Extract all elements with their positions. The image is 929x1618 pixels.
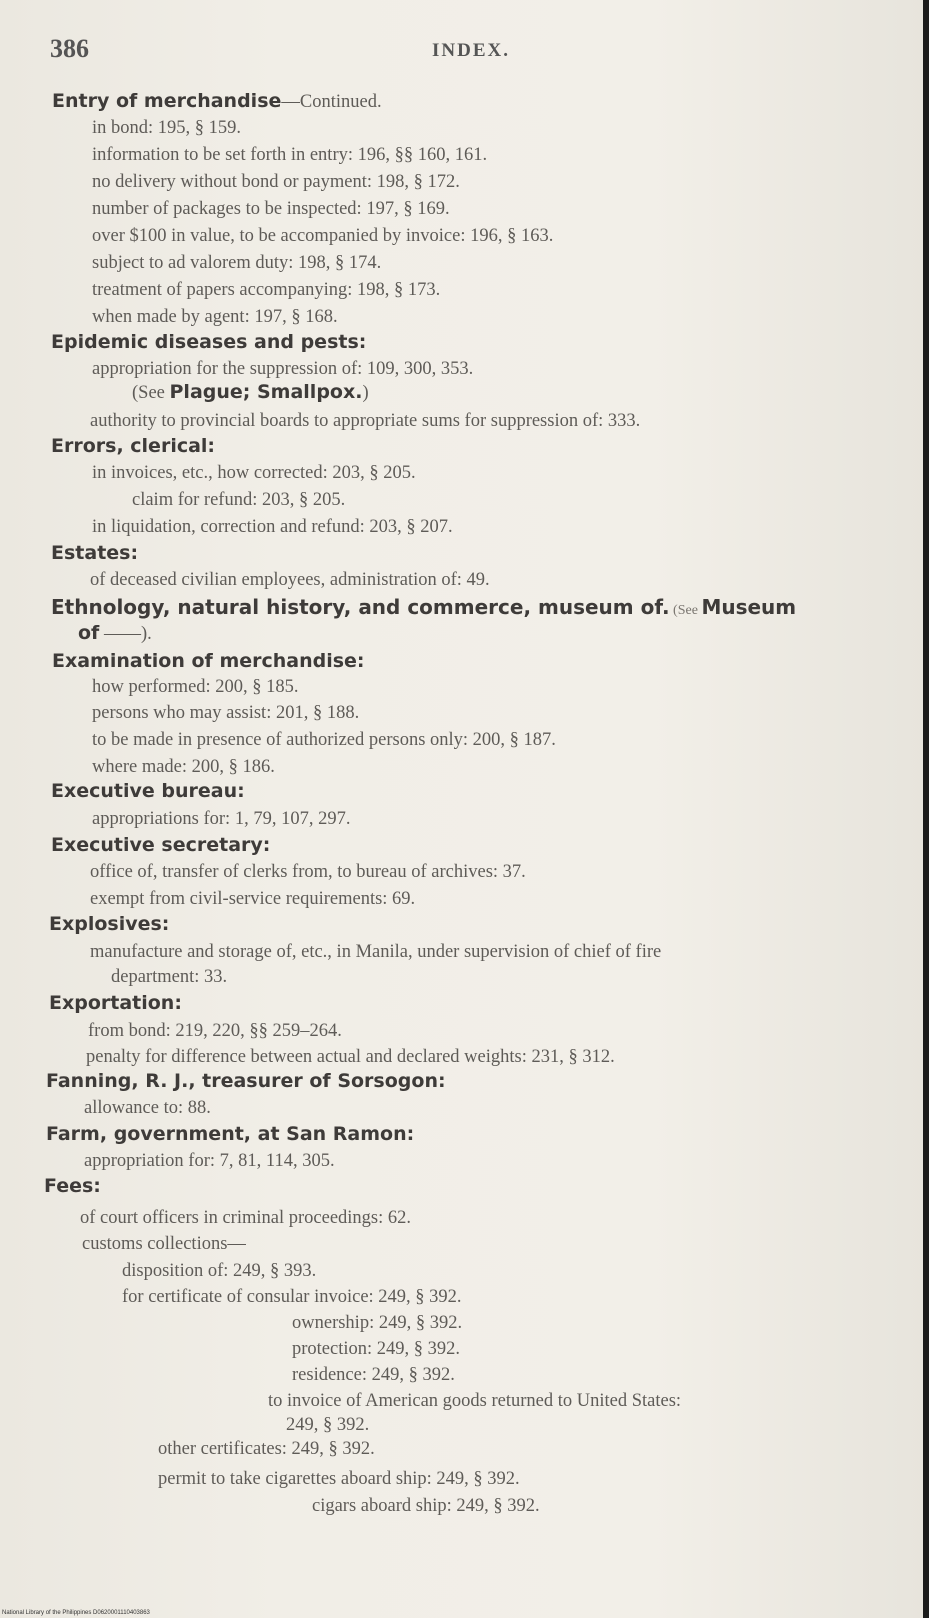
index-entry-text: in liquidation, correction and refund: 203, § 207. [92, 517, 453, 537]
index-line [158, 1438, 375, 1460]
index-line [51, 596, 796, 622]
index-entry-text: when made by agent: 197, § 168. [92, 307, 338, 327]
index-entry-text: 249, § 392. [286, 1415, 370, 1435]
index-heading-text: Museum [701, 595, 797, 619]
index-line [122, 1286, 462, 1308]
index-line [286, 1414, 369, 1436]
index-heading-text: Fanning, R. J., treasurer of Sorsogon: [46, 1070, 446, 1092]
index-entry-text: for certificate of consular invoice: 249, § 392. [122, 1287, 462, 1307]
index-line [86, 1046, 615, 1068]
index-line [92, 729, 556, 751]
index-entry-text: residence: 249, § 392. [292, 1365, 455, 1385]
index-line [90, 861, 526, 883]
index-line [92, 279, 440, 301]
index-heading-text: of [78, 622, 100, 644]
index-entry-text: appropriations for: 1, 79, 107, 297. [92, 809, 351, 829]
index-line [90, 941, 661, 963]
index-entry-text: (See [669, 603, 702, 618]
index-heading-text: Executive bureau: [51, 780, 245, 802]
index-line [122, 1260, 316, 1282]
index-entry-text: manufacture and storage of, etc., in Manila, under supervision of chief of fire [90, 942, 662, 962]
index-line [92, 198, 450, 220]
index-entry-text: department: 33. [111, 967, 228, 987]
index-line [52, 650, 365, 673]
index-entry-text: appropriation for: 7, 81, 114, 305. [84, 1151, 335, 1171]
index-entry-text: —Continued. [281, 92, 382, 112]
index-line [312, 1495, 540, 1517]
page-number: 386 [50, 34, 89, 63]
index-line [88, 1020, 342, 1042]
index-entry-text: office of, transfer of clerks from, to bureau of archives: 37. [90, 862, 526, 882]
index-heading-text: Epidemic diseases and pests: [51, 331, 367, 353]
index-entry-text: in invoices, etc., how corrected: 203, § 205. [92, 463, 416, 483]
index-heading-text: Farm, government, at San Ramon: [46, 1123, 415, 1145]
index-heading-text: Explosives: [49, 913, 170, 935]
index-heading-text: Examination of merchandise: [52, 650, 365, 672]
index-entry-text: allowance to: 88. [84, 1098, 211, 1118]
index-entry-text: ——). [99, 624, 152, 644]
index-line [292, 1312, 462, 1334]
index-line [92, 756, 275, 778]
index-line [90, 888, 415, 910]
index-entry-text: number of packages to be inspected: 197, § 169. [92, 199, 450, 219]
index-line [82, 1233, 246, 1255]
index-line [92, 462, 416, 484]
index-line [92, 252, 381, 274]
index-entry-text: protection: 249, § 392. [292, 1339, 461, 1359]
index-line [132, 381, 369, 404]
index-line [92, 171, 460, 193]
index-entry-text: to be made in presence of authorized persons only: 200, § 187. [92, 730, 556, 750]
index-line [84, 1097, 211, 1119]
index-line [132, 489, 345, 511]
index-entry-text: other certificates: 249, § 392. [158, 1439, 375, 1459]
index-line [78, 622, 152, 645]
index-entry-text: treatment of papers accompanying: 198, § 173. [92, 280, 441, 300]
index-heading-text: Errors, clerical: [51, 435, 216, 457]
index-line [92, 306, 338, 328]
index-line [51, 780, 245, 803]
index-entry-text: penalty for difference between actual and declared weights: 231, § 312. [86, 1047, 615, 1067]
index-entry-text: from bond: 219, 220, §§ 259–264. [88, 1021, 342, 1041]
index-heading-text: Fees: [44, 1175, 101, 1197]
index-line [46, 1070, 446, 1093]
index-line [158, 1468, 520, 1490]
index-entry-text: of court officers in criminal proceedings: 62. [80, 1208, 412, 1228]
page-edge-shadow [923, 0, 929, 1618]
index-entry-text: no delivery without bond or payment: 198, § 172. [92, 172, 460, 192]
index-line [51, 435, 215, 458]
index-entry-text: how performed: 200, § 185. [92, 677, 299, 697]
index-entry-text: customs collections— [82, 1234, 246, 1254]
index-line [92, 225, 553, 247]
index-line [268, 1390, 681, 1412]
index-entry-text: information to be set forth in entry: 196, §§ 160, 161. [92, 145, 488, 165]
index-heading-text: Executive secretary: [51, 834, 271, 856]
index-entry-text: claim for refund: 203, § 205. [132, 490, 346, 510]
index-line [90, 410, 640, 432]
index-line [80, 1207, 411, 1229]
index-entry-text: persons who may assist: 201, § 188. [92, 703, 360, 723]
index-line [46, 1123, 414, 1146]
index-line [52, 90, 382, 113]
index-entry-text: appropriation for the suppression of: 109, 300, 353. [92, 359, 474, 379]
scan-footer: National Library of the Philippines D0620001110403863 [2, 1610, 150, 1616]
index-entry-text: in bond: 195, § 159. [92, 118, 242, 138]
index-entry-text: where made: 200, § 186. [92, 757, 275, 777]
index-entry-text: over $100 in value, to be accompanied by invoice: 196, § 163. [92, 226, 554, 246]
index-line [292, 1338, 460, 1360]
index-heading-text: Entry of merchandise [52, 90, 282, 112]
index-entry-text: ownership: 249, § 392. [292, 1313, 463, 1333]
running-head: INDEX. [432, 40, 510, 61]
index-heading-text: Exportation: [49, 992, 182, 1014]
index-entry-text: disposition of: 249, § 393. [122, 1261, 317, 1281]
index-line [90, 569, 490, 591]
index-line [92, 144, 487, 166]
index-entry-text: authority to provincial boards to appropriate sums for suppression of: 333. [90, 411, 641, 431]
index-heading-text: Ethnology, natural history, and commerce, museum of. [51, 595, 670, 619]
index-line [51, 542, 138, 565]
index-line [92, 358, 473, 380]
index-entry-text: to invoice of American goods returned to United States: [268, 1391, 682, 1411]
index-line [92, 117, 241, 139]
index-line [111, 966, 227, 988]
index-entry-text: cigars aboard ship: 249, § 392. [312, 1496, 540, 1516]
index-entry-text: of deceased civilian employees, administration of: 49. [90, 570, 490, 590]
index-line [292, 1364, 455, 1386]
index-line [92, 676, 299, 698]
index-heading-text: Estates: [51, 542, 139, 564]
index-entry-text: permit to take cigarettes aboard ship: 249, § 392. [158, 1469, 520, 1489]
index-line [51, 834, 270, 857]
index-line [44, 1175, 101, 1198]
index-entry-text: subject to ad valorem duty: 198, § 174. [92, 253, 382, 273]
index-entry-text: ) [362, 383, 369, 403]
index-line [49, 992, 182, 1015]
index-heading-text: Plague; Smallpox. [169, 381, 363, 403]
index-entry-text: exempt from civil-service requirements: 69. [90, 889, 416, 909]
index-line [84, 1150, 335, 1172]
index-line [92, 702, 359, 724]
index-entry-text: (See [132, 383, 170, 403]
index-line [51, 331, 366, 354]
index-line [92, 516, 453, 538]
index-line [49, 913, 169, 936]
index-line [92, 808, 350, 830]
